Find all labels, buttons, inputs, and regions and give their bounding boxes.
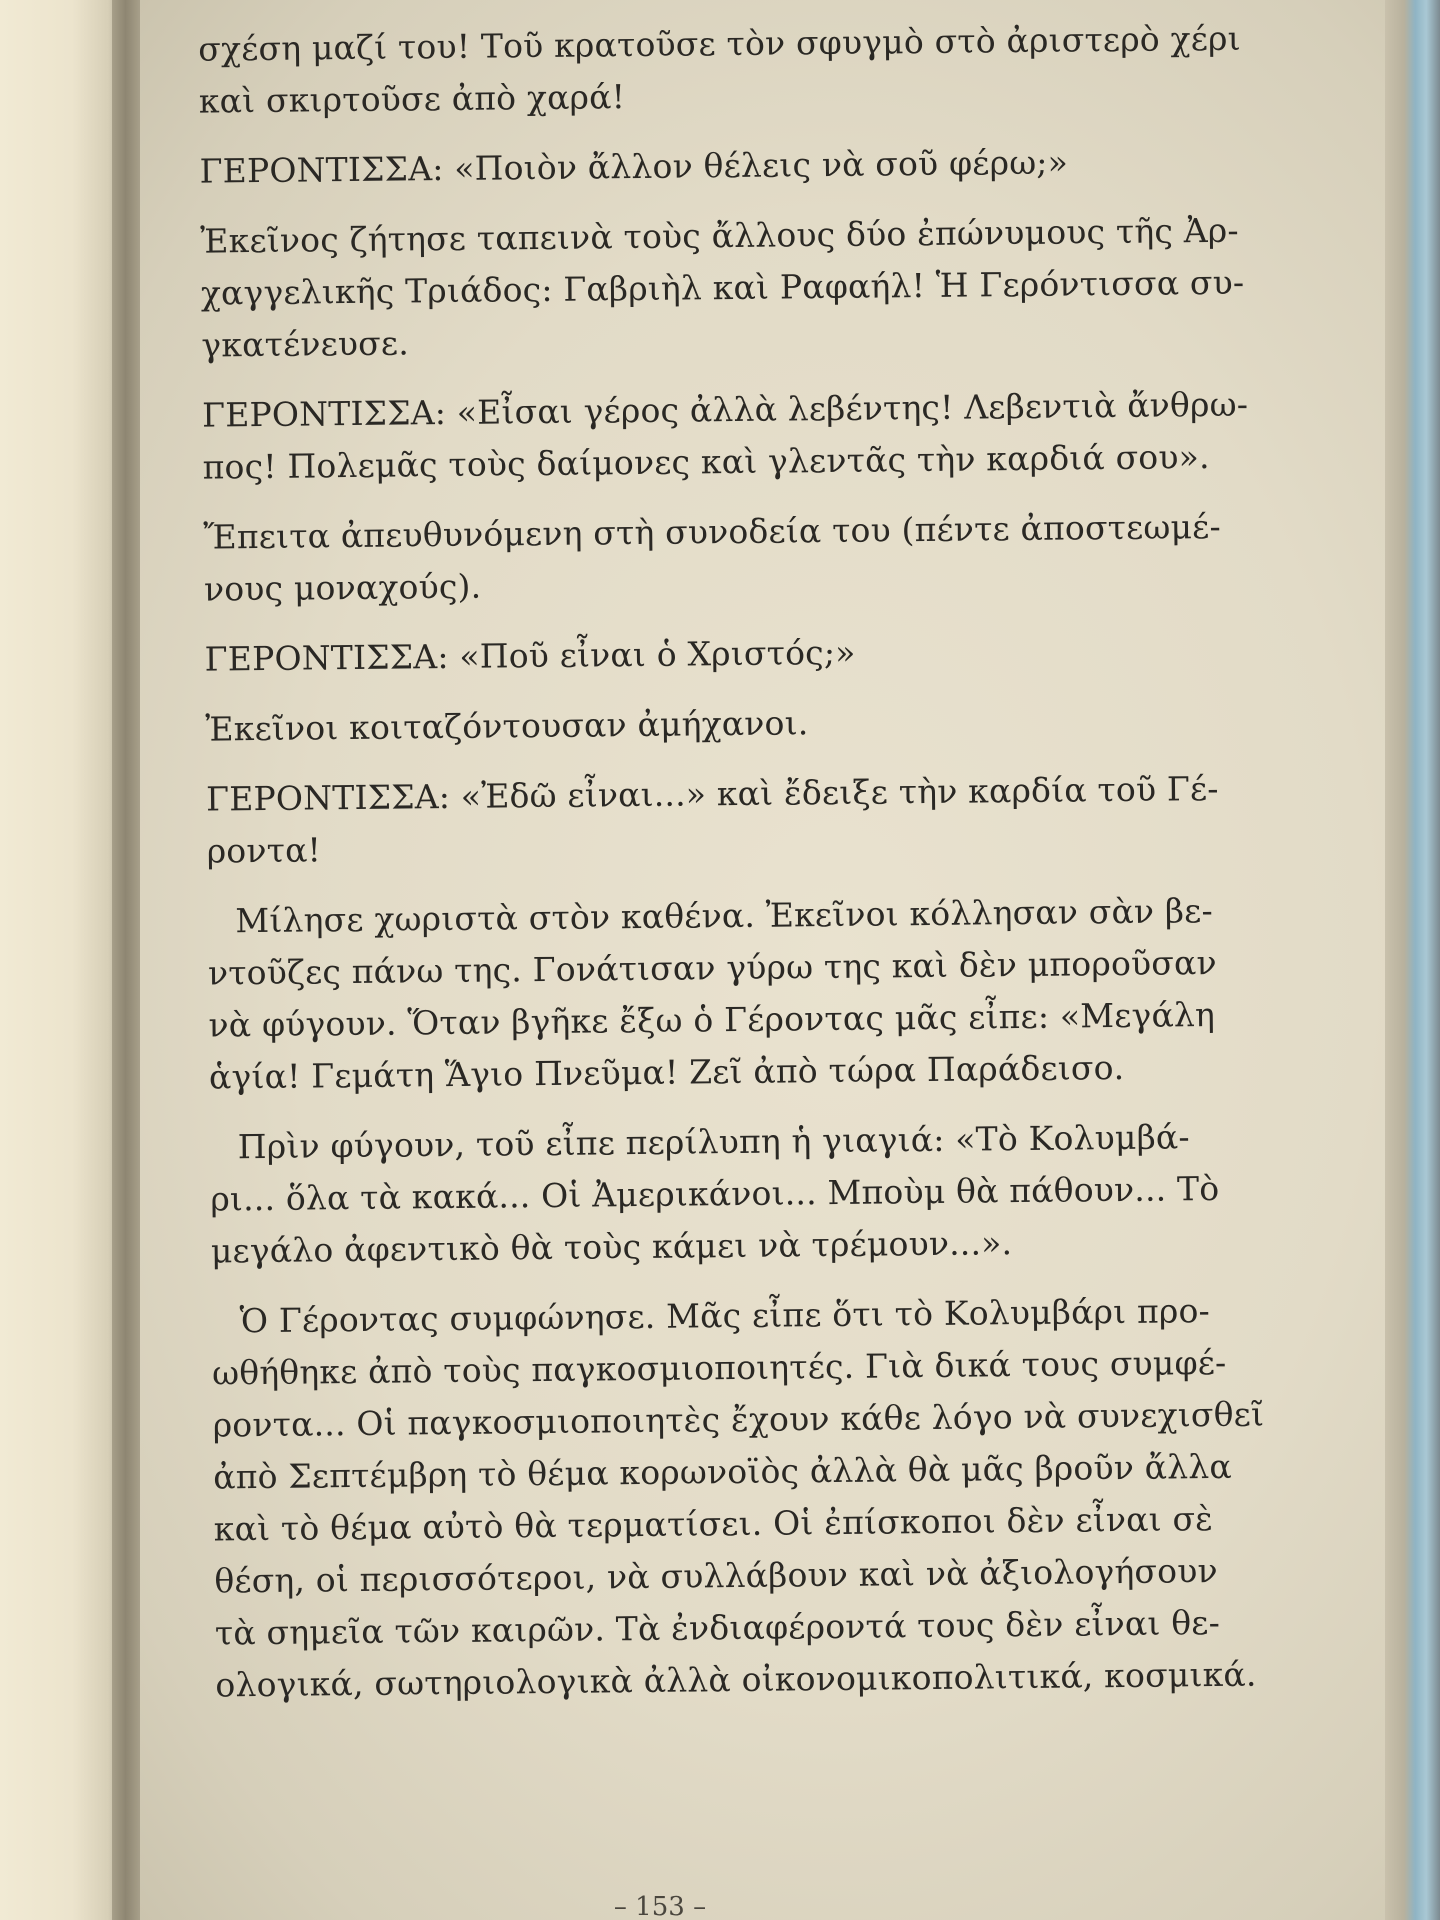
- page-number: – 153 –: [613, 1892, 707, 1920]
- text-line: Ἐκεῖνοι κοιταζόντουσαν ἀμήχανοι.: [205, 703, 809, 749]
- left-page-edge: [0, 0, 120, 1920]
- text-line: ΓΕΡΟΝΤΙΣΣΑ: «Εἶσαι γέρος ἀλλὰ λεβέντης! Λεβεντιὰ ἄνθρω-: [201, 384, 1249, 435]
- text-line: πος! Πολεμᾶς τοὺς δαίμονες καὶ γλεντᾶς τὴν καρδιά σου».: [202, 437, 1210, 487]
- text-line: ροντα... Οἱ παγκοσμιοποιητὲς ἔχουν κάθε λόγο νὰ συνεχισθεῖ: [212, 1394, 1265, 1445]
- text-line: καὶ τὸ θέμα αὐτὸ θὰ τερματίσει. Οἱ ἐπίσκοποι δὲν εἶναι σὲ: [213, 1499, 1214, 1549]
- text-line: ΓΕΡΟΝΤΙΣΣΑ: «Ἐδῶ εἶναι...» καὶ ἔδειξε τὴν καρδία τοῦ Γέ-: [205, 768, 1219, 819]
- text-line: Ἐκεῖνος ζήτησε ταπεινὰ τοὺς ἄλλους δύο ἐπώνυμους τῆς Ἀρ-: [200, 210, 1239, 261]
- text-line: νους μοναχούς).: [203, 566, 482, 609]
- text-line: ροντα!: [206, 830, 322, 871]
- text-line: τὰ σημεῖα τῶν καιρῶν. Τὰ ἐνδιαφέροντά τους δὲν εἶναι θε-: [214, 1602, 1221, 1653]
- text-line: γκατένευσε.: [201, 323, 410, 365]
- text-line: ΓΕΡΟΝΤΙΣΣΑ: «Ποιὸν ἄλλον θέλεις νὰ σοῦ φέρω;»: [199, 142, 1069, 191]
- text-line: ΓΕΡΟΝΤΙΣΣΑ: «Ποῦ εἶναι ὁ Χριστός;»: [204, 632, 856, 679]
- text-line: ἁγία! Γεμάτη Ἅγιο Πνεῦμα! Ζεῖ ἀπὸ τώρα Παράδεισο.: [208, 1047, 1125, 1097]
- text-line: μεγάλο ἀφεντικὸ θὰ τοὺς κάμει νὰ τρέμουν...».: [210, 1223, 1013, 1271]
- text-line: ωθήθηκε ἀπὸ τοὺς παγκοσμιοποιητές. Γιὰ δικά τους συμφέ-: [211, 1342, 1227, 1393]
- text-line: σχέση μαζί του! Τοῦ κρατοῦσε τὸν σφυγμὸ στὸ ἀριστερὸ χέρι: [198, 18, 1242, 69]
- text-line: θέση, οἱ περισσότεροι, νὰ συλλάβουν καὶ νὰ ἀξιολογήσουν: [214, 1551, 1218, 1601]
- text-line: Μίλησε χωριστὰ στὸν καθένα. Ἐκεῖνοι κόλλησαν σὰν βε-: [235, 891, 1214, 941]
- text-line: ρι... ὅλα τὰ κακά... Οἱ Ἀμερικάνοι... Μποὺμ θὰ πάθουν... Τὸ: [210, 1168, 1220, 1219]
- right-page-edge: [1385, 0, 1440, 1920]
- text-line: ἀπὸ Σεπτέμβρη τὸ θέμα κορωνοϊὸς ἀλλὰ θὰ μᾶς βροῦν ἄλλα: [213, 1446, 1233, 1497]
- text-line: νὰ φύγουν. Ὅταν βγῆκε ἔξω ὁ Γέροντας μᾶς εἶπε: «Μεγάλη: [208, 995, 1216, 1045]
- text-line: Ὁ Γέροντας συμφώνησε. Μᾶς εἶπε ὅτι τὸ Κολυμβάρι προ-: [239, 1291, 1211, 1341]
- text-line: Ἔπειτα ἀπευθυνόμενη στὴ συνοδεία του (πέντε ἀποστεωμέ-: [203, 506, 1222, 557]
- text-line: ολογικά, σωτηριολογικὰ ἀλλὰ οἰκονομικοπολιτικά, κοσμικά.: [215, 1654, 1257, 1705]
- text-line: ντοῦζες πάνω της. Γονάτισαν γύρω της καὶ δὲν μποροῦσαν: [207, 942, 1217, 993]
- page-text: [198, 12, 1286, 1711]
- text-line: καὶ σκιρτοῦσε ἀπὸ χαρά!: [198, 77, 626, 121]
- text-line: Πρὶν φύγουν, τοῦ εἶπε περίλυπη ἡ γιαγιά: «Τὸ Κολυμβά-: [237, 1117, 1190, 1167]
- text-line: χαγγελικῆς Τριάδος: Γαβριὴλ καὶ Ραφαήλ! Ἡ Γερόντισσα συ-: [200, 262, 1245, 313]
